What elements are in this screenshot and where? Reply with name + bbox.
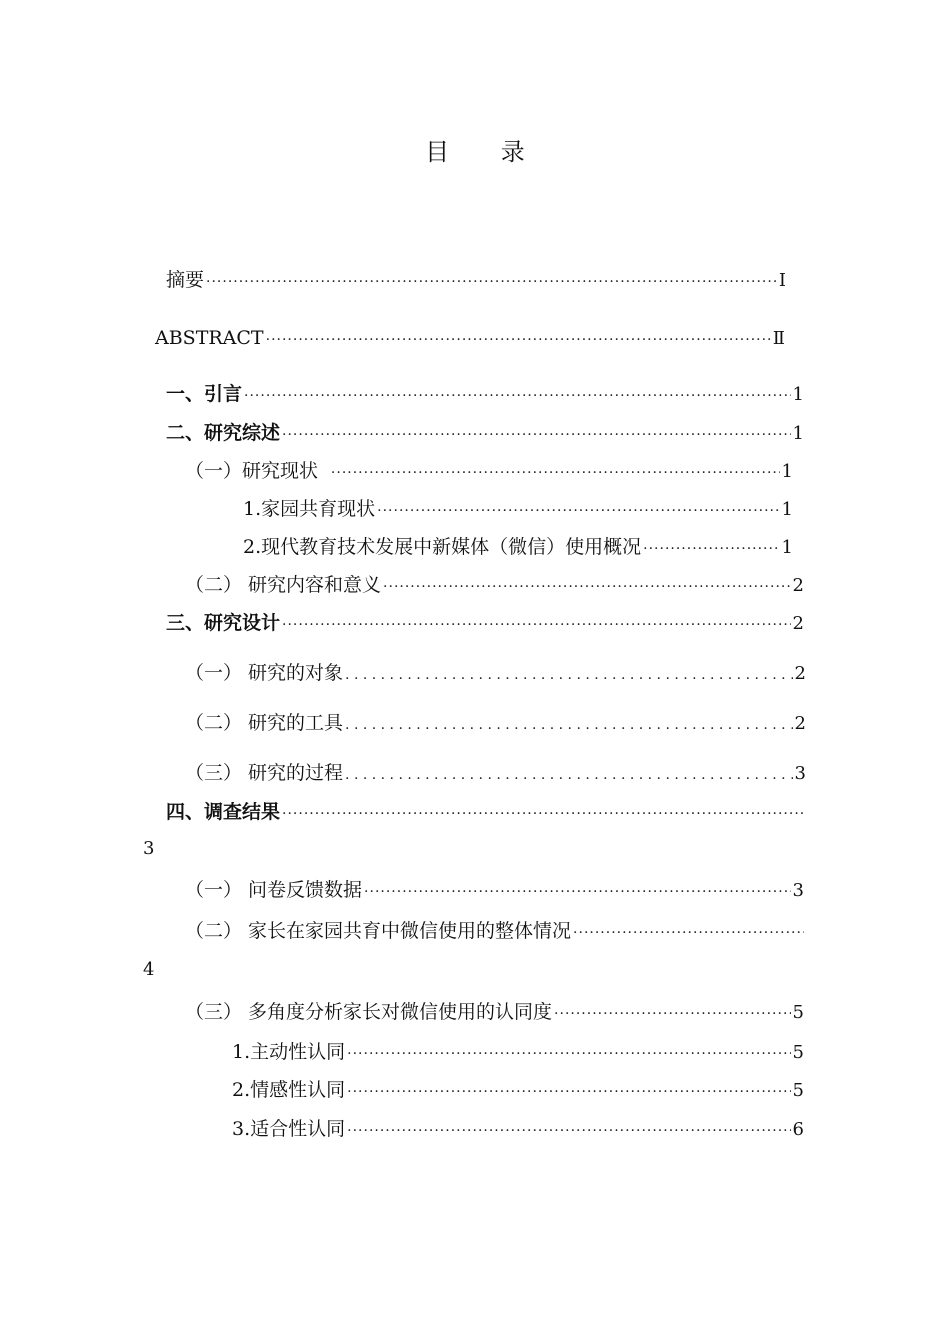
toc-leader <box>266 332 771 348</box>
toc-leader <box>364 884 791 900</box>
toc-leader <box>331 465 780 481</box>
toc-label: 四、调查结果 <box>166 801 281 823</box>
toc-leader <box>282 427 791 443</box>
toc-leader <box>345 717 793 733</box>
toc-entry-section-3[interactable] <box>166 608 804 638</box>
toc-leader <box>573 925 804 941</box>
toc-page: 2 <box>794 713 806 734</box>
toc-page: 3 <box>794 763 806 784</box>
toc-page: 1 <box>792 423 804 444</box>
toc-entry-section-2-1[interactable] <box>185 456 793 486</box>
toc-leader <box>554 1006 791 1022</box>
toc-label: 二、研究综述 <box>166 422 281 444</box>
toc-entry-section-4-2[interactable] <box>185 916 806 946</box>
toc-label: 2.现代教育技术发展中新媒体（微信）使用概况 <box>243 536 642 558</box>
toc-page: 5 <box>792 1002 804 1023</box>
toc-leader <box>282 617 791 633</box>
toc-entry-abstract-cn[interactable] <box>166 265 786 295</box>
toc-label: （二） 研究的工具 <box>185 712 344 734</box>
toc-label: 2.情感性认同 <box>232 1079 346 1101</box>
toc-leader <box>383 579 791 595</box>
page-title: 目 录 <box>425 138 547 166</box>
toc-entry-section-2-1-1[interactable] <box>243 494 793 524</box>
toc-label: （一） 问卷反馈数据 <box>185 879 363 901</box>
toc-entry-section-3-3[interactable] <box>185 758 806 788</box>
toc-entry-section-3-1[interactable] <box>185 658 806 688</box>
toc-entry-section-2-2[interactable] <box>185 570 804 600</box>
toc-label: 三、研究设计 <box>166 612 281 634</box>
toc-leader <box>206 274 777 290</box>
toc-leader <box>643 541 779 557</box>
toc-entry-section-1[interactable] <box>166 379 804 409</box>
toc-label: ABSTRACT <box>155 327 264 349</box>
toc-label: （二） 研究内容和意义 <box>185 574 382 596</box>
toc-label: （三） 多角度分析家长对微信使用的认同度 <box>185 1001 553 1023</box>
toc-leader <box>345 667 793 683</box>
toc-label: 摘要 <box>166 269 205 291</box>
toc-page: 3 <box>792 880 804 901</box>
toc-entry-section-4[interactable] <box>166 797 806 827</box>
toc-leader <box>282 806 804 822</box>
toc-page: 2 <box>794 663 806 684</box>
toc-label: 3.适合性认同 <box>232 1118 346 1140</box>
toc-leader <box>377 503 779 519</box>
toc-entry-section-4-3[interactable] <box>185 997 804 1027</box>
toc-page: 5 <box>792 1080 804 1101</box>
toc-entry-section-2-1-2[interactable] <box>243 532 793 562</box>
toc-label: 1.家园共育现状 <box>243 498 376 520</box>
toc-leader <box>345 767 793 783</box>
toc-leader <box>347 1046 790 1062</box>
toc-entry-section-4-3-1[interactable] <box>232 1037 804 1067</box>
toc-page: 2 <box>792 613 804 634</box>
toc-label: （一）研究现状 <box>185 460 319 482</box>
toc-page: Ⅱ <box>772 328 785 349</box>
toc-entry-section-3-2[interactable] <box>185 708 806 738</box>
toc-leader <box>244 388 791 404</box>
toc-leader <box>347 1084 790 1100</box>
toc-page: 3 <box>143 838 155 859</box>
toc-label: 一、引言 <box>166 383 243 405</box>
toc-entry-section-4-3-3[interactable] <box>232 1114 804 1144</box>
toc-page: Ⅰ <box>778 270 786 291</box>
toc-entry-section-2[interactable] <box>166 418 804 448</box>
toc-page: 4 <box>143 959 155 980</box>
toc-entry-section-4-3-2[interactable] <box>232 1075 804 1105</box>
toc-page: 1 <box>781 461 793 482</box>
toc-page: 5 <box>792 1042 804 1063</box>
toc-page: 1 <box>781 499 793 520</box>
toc-page: 1 <box>781 537 793 558</box>
toc-entry-section-4-1[interactable] <box>185 875 804 905</box>
toc-label: （二） 家长在家园共育中微信使用的整体情况 <box>185 920 572 942</box>
toc-page: 6 <box>792 1119 804 1140</box>
toc-label: （一） 研究的对象 <box>185 662 344 684</box>
toc-label: （三） 研究的过程 <box>185 762 344 784</box>
toc-entry-abstract-en[interactable] <box>155 327 785 357</box>
toc-leader <box>347 1123 790 1139</box>
toc-page: 1 <box>792 384 804 405</box>
toc-page: 2 <box>792 575 804 596</box>
toc-label: 1.主动性认同 <box>232 1041 346 1063</box>
